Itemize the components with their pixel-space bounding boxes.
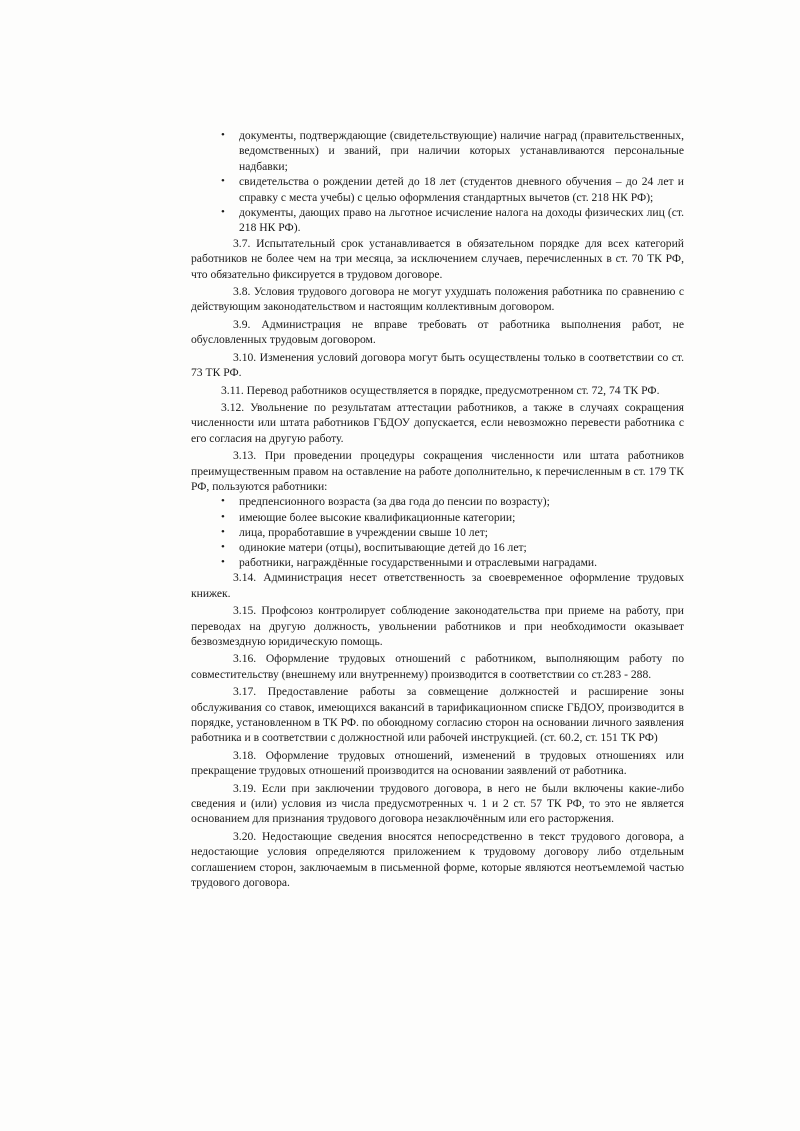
clause-3-10: 3.10. Изменения условий договора могут быть осуществлены только в соответствии со ст. 73 ТК РФ.: [191, 350, 684, 380]
clause-3-18: 3.18. Оформление трудовых отношений, изменений в трудовых отношениях или прекращение трудовых отношений производится на основании заявлений от работника.: [191, 748, 684, 778]
clause-3-15: 3.15. Профсоюз контролирует соблюдение законодательства при приеме на работу, при переводах на другую должность, увольнении работников и при необходимости оказывает безвозмездную юридическую помощь.: [191, 604, 684, 648]
bullet-icon: •: [221, 525, 225, 538]
clause-3-17: 3.17. Предоставление работы за совмещение должностей и расширение зоны обслуживания со ставок, имеющихся вакансий в тарификационном списке ГБДОУ, производится в порядке, установленном в ТК РФ. по обоюдному согласию сторон на основании личного заявления работника и в соответствии с должностной или рабочей инструкцией. (ст. 60.2, ст. 151 ТК РФ): [191, 685, 684, 745]
list-item: • свидетельства о рождении детей до 18 лет (студентов дневного обучения – до 24 лет и справку с места учебы) с целью оформления стандартных вычетов (ст. 218 НК РФ);: [221, 175, 684, 204]
clause-3-20: 3.20. Недостающие сведения вносятся непосредственно в текст трудового договора, а недостающие условия определяются приложением к трудовому договору либо отдельным соглашением сторон, заключаемым в письменной форме, которые являются неотъемлемой частью трудового договора.: [191, 829, 684, 890]
clause-3-9: 3.9. Администрация не вправе требовать от работника выполнения работ, не обусловленных трудовым договором.: [191, 317, 684, 347]
clause-3-19: 3.19. Если при заключении трудового договора, в него не были включены какие-либо сведения и (или) условия из числа предусмотренных ч. 1 и 2 ст. 57 ТК РФ, то это не является основанием для признания трудового договора незаключённым или его расторжения.: [191, 781, 684, 826]
bullet-icon: •: [221, 206, 225, 219]
list-item: • предпенсионного возраста (за два года до пенсии по возрасту);: [221, 495, 550, 509]
intro-bullet-list: [191, 128, 684, 236]
bullet-icon: •: [221, 129, 225, 141]
clause-3-8: 3.8. Условия трудового договора не могут ухудшать положения работника по сравнению с действующим законодательством и настоящим коллективным договором.: [191, 285, 684, 314]
clause-3-16: 3.16. Оформление трудовых отношений с работником, выполняющим работу по совместительству (внешнему или внутреннему) производится в соответствии со ст.283 - 288.: [191, 652, 684, 681]
list-item: • документы, подтверждающие (свидетельствующие) наличие наград (правительственных, ведомственных) и званий, при наличии которых устанавливаются персональные надбавки;: [221, 129, 684, 173]
bullet-icon: •: [221, 175, 225, 188]
document-body: [191, 128, 684, 890]
bullet-icon: •: [221, 556, 225, 569]
bullet-icon: •: [221, 540, 225, 553]
clause-3-7: 3.7. Испытательный срок устанавливается в обязательном порядке для всех категорий работников не более чем на три месяца, за исключением случаев, перечисленных в ст. 70 ТК РФ, что обязательно фиксируется в трудовом договоре.: [191, 236, 684, 281]
list-item: • имеющие более высокие квалификационные категории;: [221, 510, 516, 524]
list-item: • одинокие матери (отцы), воспитывающие детей до 16 лет;: [221, 540, 527, 554]
clause-3-14: 3.14. Администрация несет ответственность за своевременное оформление трудовых книжек.: [191, 571, 684, 600]
list-item: • работники, награждённые государственными и отраслевыми наградами.: [221, 556, 598, 570]
clause-3-12: 3.12. Увольнение по результатам аттестации работников, а также в случаях сокращения численности или штата работников ГБДОУ допускается, если невозможно перевести работника с его согласия на другую работу.: [191, 400, 684, 445]
clause-3-13: 3.13. При проведении процедуры сокращения численности или штата работников преимущественным правом на оставление на работе дополнительно, к перечисленным в ст. 179 ТК РФ, пользуются работники:: [191, 449, 684, 493]
bullet-icon: •: [221, 495, 225, 508]
list-item: • документы, дающих право на льготное исчисление налога на доходы физических лиц (ст. 218 НК РФ).: [221, 206, 684, 235]
preference-bullet-list: [191, 494, 684, 570]
list-item: • лица, проработавшие в учреждении свыше 10 лет;: [221, 525, 489, 539]
bullet-icon: •: [221, 510, 225, 523]
clause-3-11: 3.11. Перевод работников осуществляется в порядке, предусмотренном ст. 72, 74 ТК РФ.: [221, 383, 660, 397]
